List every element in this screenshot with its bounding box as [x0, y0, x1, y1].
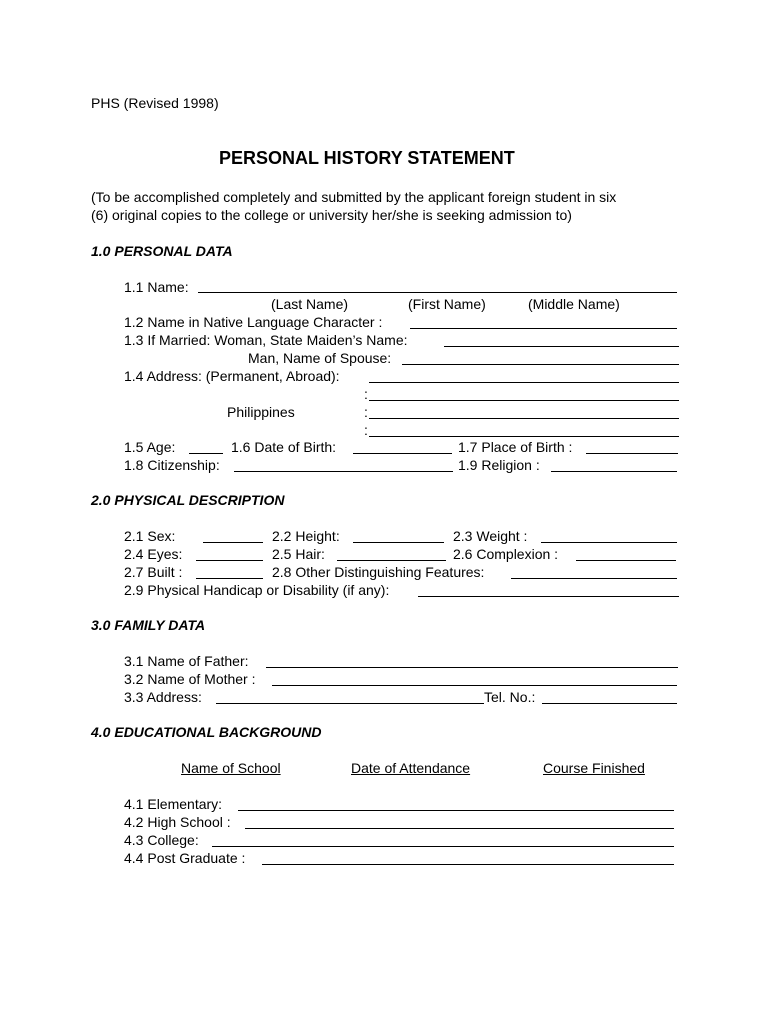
spouse-name-label: Man, Name of Spouse: [248, 350, 392, 366]
dob-label: 1.6 Date of Birth: [231, 439, 337, 455]
address-philippines-field-2[interactable] [369, 436, 679, 437]
section-heading-education: 4.0 EDUCATIONAL BACKGROUND [91, 724, 322, 740]
post-graduate-label: 4.4 Post Graduate : [124, 850, 246, 866]
column-header-school: Name of School [181, 760, 281, 776]
maiden-name-label: 1.3 If Married: Woman, State Maiden’s Name: [124, 332, 408, 348]
weight-label: 2.3 Weight : [453, 528, 528, 544]
section-heading-family: 3.0 FAMILY DATA [91, 617, 206, 633]
section-heading-personal: 1.0 PERSONAL DATA [91, 243, 233, 259]
family-address-label: 3.3 Address: [124, 689, 202, 705]
section-heading-physical: 2.0 PHYSICAL DESCRIPTION [91, 492, 285, 508]
citizenship-label: 1.8 Citizenship: [124, 457, 220, 473]
instructions-line-1: (To be accomplished completely and submitted by the applicant foreign student in six [91, 189, 617, 205]
maiden-name-field[interactable] [444, 346, 679, 347]
college-field[interactable] [212, 846, 674, 847]
handicap-field[interactable] [418, 596, 679, 597]
pob-label: 1.7 Place of Birth : [458, 439, 573, 455]
height-field[interactable] [353, 542, 444, 543]
first-name-caption: (First Name) [408, 296, 486, 312]
high-school-field[interactable] [245, 828, 674, 829]
sex-label: 2.1 Sex: [124, 528, 176, 544]
native-name-field[interactable] [410, 328, 677, 329]
elementary-field[interactable] [238, 810, 674, 811]
name-label: 1.1 Name: [124, 279, 189, 295]
other-features-field[interactable] [511, 578, 677, 579]
dob-field[interactable] [353, 453, 452, 454]
built-field[interactable] [196, 578, 263, 579]
built-label: 2.7 Built : [124, 564, 183, 580]
address-philippines-field-1[interactable] [369, 418, 679, 419]
height-label: 2.2 Height: [272, 528, 340, 544]
spouse-name-field[interactable] [402, 364, 679, 365]
address-abroad-field-1[interactable] [369, 382, 679, 383]
column-header-attendance: Date of Attendance [351, 760, 471, 776]
philippines-label: Philippines [227, 404, 295, 420]
address-colon: : [364, 404, 368, 420]
age-label: 1.5 Age: [124, 439, 176, 455]
native-name-label: 1.2 Name in Native Language Character : [124, 314, 383, 330]
middle-name-caption: (Middle Name) [528, 296, 620, 312]
eyes-field[interactable] [196, 560, 263, 561]
family-address-field[interactable] [216, 703, 484, 704]
post-graduate-field[interactable] [262, 864, 674, 865]
citizenship-field[interactable] [234, 471, 453, 472]
pob-field[interactable] [586, 453, 678, 454]
religion-label: 1.9 Religion : [458, 457, 540, 473]
address-abroad-label: 1.4 Address: (Permanent, Abroad): [124, 368, 340, 384]
high-school-label: 4.2 High School : [124, 814, 231, 830]
page-title: PERSONAL HISTORY STATEMENT [219, 148, 515, 168]
instructions-line-2: (6) original copies to the college or university her/she is seeking admission to) [91, 207, 572, 223]
handicap-label: 2.9 Physical Handicap or Disability (if any): [124, 582, 390, 598]
name-field[interactable] [198, 292, 677, 293]
address-abroad-field-2[interactable] [369, 400, 679, 401]
elementary-label: 4.1 Elementary: [124, 796, 223, 812]
father-field[interactable] [266, 667, 678, 668]
eyes-label: 2.4 Eyes: [124, 546, 183, 562]
address-colon: : [364, 422, 368, 438]
father-label: 3.1 Name of Father: [124, 653, 249, 669]
column-header-course: Course Finished [543, 760, 645, 776]
address-colon: : [364, 386, 368, 402]
complexion-field[interactable] [576, 560, 676, 561]
form-code: PHS (Revised 1998) [91, 95, 219, 111]
tel-field[interactable] [542, 703, 677, 704]
hair-field[interactable] [337, 560, 446, 561]
sex-field[interactable] [203, 542, 263, 543]
weight-field[interactable] [541, 542, 677, 543]
mother-field[interactable] [272, 685, 677, 686]
complexion-label: 2.6 Complexion : [453, 546, 559, 562]
age-field[interactable] [189, 453, 223, 454]
last-name-caption: (Last Name) [271, 296, 349, 312]
hair-label: 2.5 Hair: [272, 546, 325, 562]
tel-label: Tel. No.: [484, 689, 536, 705]
mother-label: 3.2 Name of Mother : [124, 671, 256, 687]
other-features-label: 2.8 Other Distinguishing Features: [272, 564, 485, 580]
religion-field[interactable] [551, 471, 677, 472]
college-label: 4.3 College: [124, 832, 199, 848]
